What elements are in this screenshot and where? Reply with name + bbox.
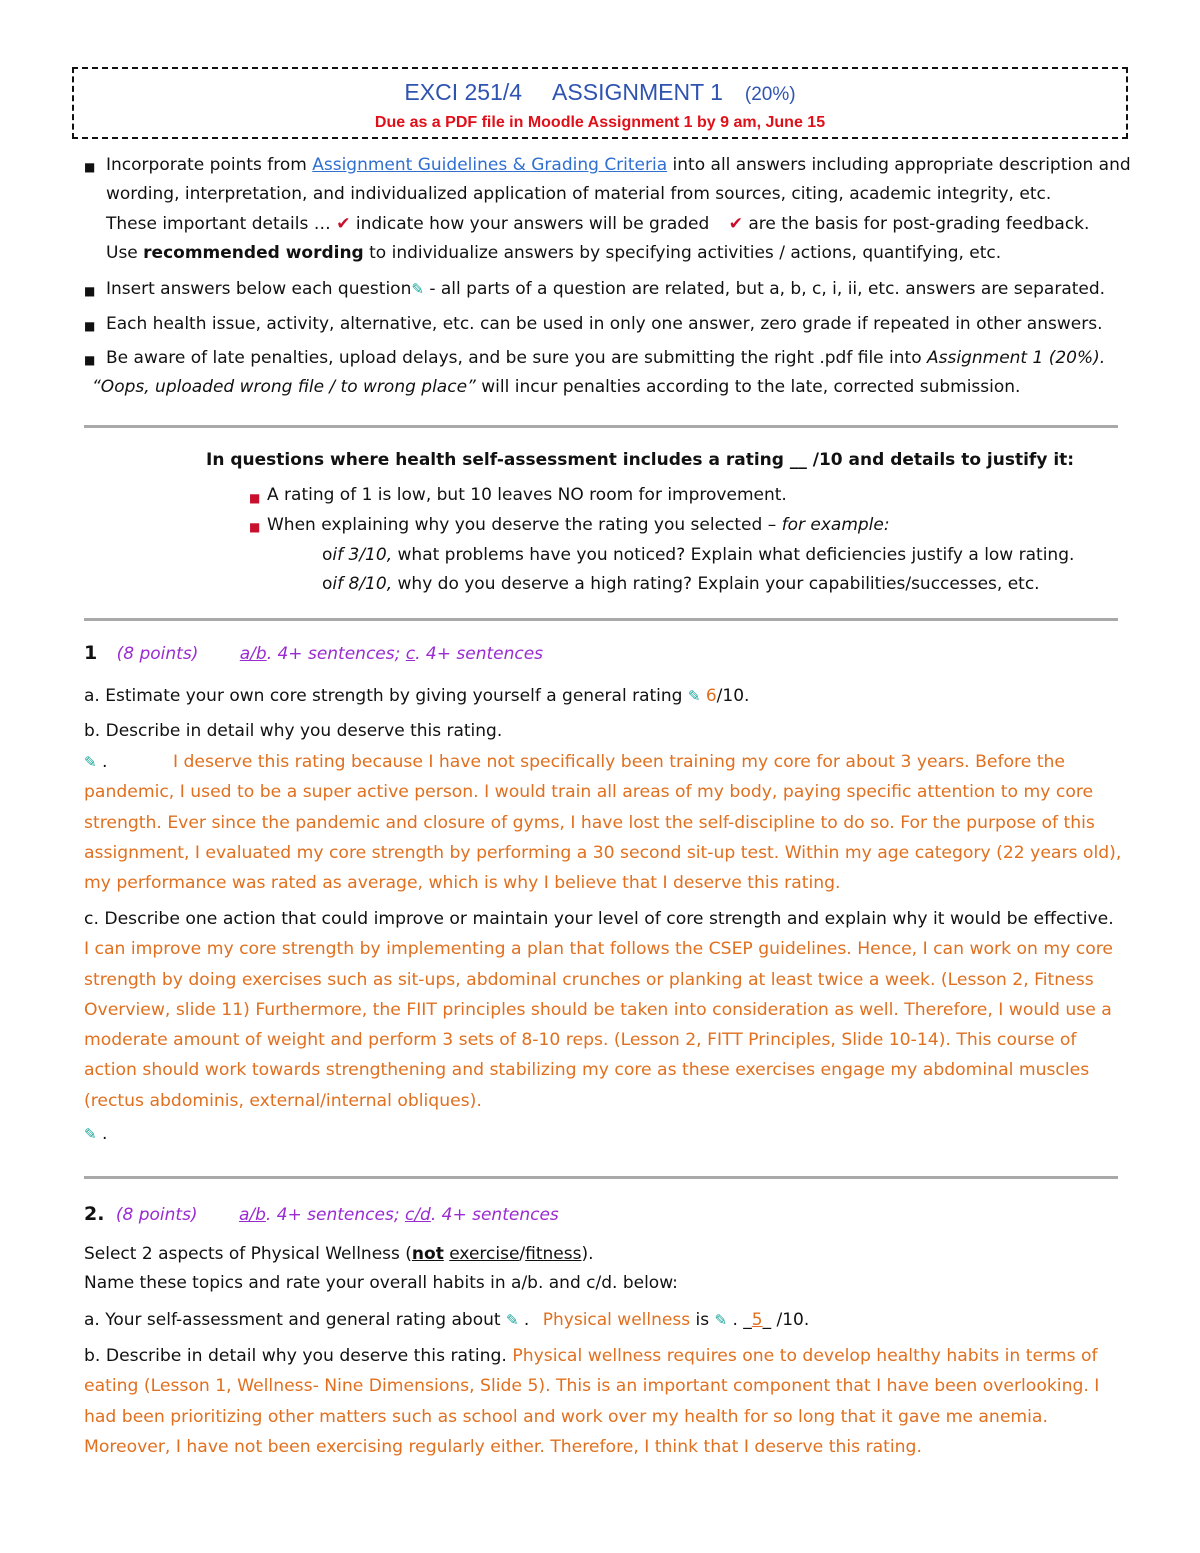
q1-b: b. Describe in detail why you deserve this rating. bbox=[84, 721, 503, 741]
section-divider bbox=[84, 425, 1118, 428]
fitness-word: fitness bbox=[525, 1244, 582, 1264]
part-ab-length: . 4+ sentences; bbox=[266, 644, 406, 664]
instruction-1-line1 bbox=[106, 155, 1131, 175]
instruction-text: These important details … bbox=[106, 214, 331, 234]
rating-suffix: /10. bbox=[716, 686, 750, 706]
bullet-icon: ■ bbox=[84, 284, 96, 298]
bullet-icon: ■ bbox=[84, 160, 96, 174]
q1-b-answer: I deserve this rating because I have not specifically been training my core for about 3 years. Before the pandemic, I used to be a super active person. I would train all areas of my body, paying specific attention to my core strength. Ever since the pandemic and closure of gyms, I have lost the self-discipline to do so. For the purpose of this assignment, I evaluated my core strength by performing a 30 second sit-up test. Within my age category (22 years old), my performance was rated as average, which is why I believe that I deserve this rating. bbox=[84, 752, 1122, 894]
instruction-4-line1 bbox=[106, 348, 1105, 368]
question-number: 1 bbox=[84, 642, 98, 664]
question-points: (8 points) bbox=[116, 644, 199, 664]
question-text: a. Estimate your own core strength by giving yourself a general rating bbox=[84, 686, 683, 706]
course-code: EXCI 251/4 bbox=[404, 79, 523, 105]
question-text: is bbox=[690, 1310, 710, 1330]
instruction-text: are the basis for post-grading feedback. bbox=[748, 214, 1090, 234]
section-divider bbox=[84, 618, 1118, 621]
part-cd: c/d bbox=[404, 1205, 431, 1225]
assignment-name: ASSIGNMENT 1 bbox=[552, 79, 723, 105]
pencil-icon: ✎ bbox=[687, 687, 701, 705]
question-text: b. Describe in detail why you deserve this rating. bbox=[84, 1346, 513, 1366]
instruction-1-line2: wording, interpretation, and individualized application of material from sources, citing, academic integrity, etc. bbox=[106, 184, 1052, 204]
rating-sub-text: why do you deserve a high rating? Explain your capabilities/successes, etc. bbox=[392, 574, 1040, 594]
rating-heading: In questions where health self-assessment includes a rating __ /10 and details to justify it: bbox=[206, 450, 1075, 470]
oops-quote: “Oops, uploaded wrong file / to wrong place” bbox=[92, 377, 476, 397]
assignment-title bbox=[74, 79, 1126, 106]
pencil-icon: ✎ bbox=[84, 1125, 97, 1143]
q1-header bbox=[84, 642, 543, 664]
rating-text: When explaining why you deserve the rating you selected – bbox=[267, 515, 782, 535]
q2-b-answer: Physical wellness requires one to develop healthy habits in terms of eating (Lesson 1, Wellness- Nine Dimensions, Slide 5). This is an important component that I have been overlooking. I had been prioritizing other matters such as school and work over my health for so long that it gave me anemia. Moreover, I have not been exercising regularly either. Therefore, I think that I deserve this rating. bbox=[84, 1346, 1100, 1457]
sub-bullet-icon: o bbox=[322, 574, 333, 594]
rating-prefix: . _ bbox=[727, 1310, 752, 1330]
assignment-weight: (20%) bbox=[744, 84, 796, 105]
answer-marker: . bbox=[101, 1124, 108, 1144]
q2-b-block bbox=[84, 1341, 1124, 1462]
instruction-1-line3 bbox=[106, 214, 1089, 234]
q1-end-marker bbox=[84, 1124, 107, 1144]
bullet-icon: ■ bbox=[84, 319, 96, 333]
not-emphasis: not bbox=[411, 1244, 444, 1264]
exercise-word: exercise bbox=[449, 1244, 520, 1264]
pencil-icon: ✎ bbox=[411, 280, 424, 298]
instruction-4-line2 bbox=[92, 377, 1020, 397]
instruction-text: Use bbox=[106, 243, 144, 263]
part-ab: a/b bbox=[238, 1205, 266, 1225]
part-ab: a/b bbox=[239, 644, 267, 664]
question-text: a. Your self-assessment and general rating about bbox=[84, 1310, 501, 1330]
part-cd-length: . 4+ sentences bbox=[430, 1205, 559, 1225]
rating-sub-text: what problems have you noticed? Explain what deficiencies justify a low rating. bbox=[392, 545, 1075, 565]
pencil-icon: ✎ bbox=[714, 1311, 728, 1329]
rating-sub-label: if 8/10, bbox=[332, 574, 393, 594]
q2-header bbox=[84, 1203, 559, 1225]
instruction-text: Be aware of late penalties, upload delays, and be sure you are submitting the right .pdf file into bbox=[106, 348, 927, 368]
rating-item-2 bbox=[267, 515, 890, 535]
bullet-icon: ■ bbox=[84, 353, 96, 367]
part-ab-length: . 4+ sentences; bbox=[265, 1205, 405, 1225]
checkmark-icon: ✔ bbox=[336, 214, 351, 234]
q1-a bbox=[84, 686, 749, 706]
q2-name-line: Name these topics and rate your overall habits in a/b. and c/d. below: bbox=[84, 1273, 678, 1293]
q2-a bbox=[84, 1310, 809, 1330]
instruction-1-line4 bbox=[106, 243, 1001, 263]
q2-topic: Physical wellness bbox=[542, 1310, 691, 1330]
instruction-text: indicate how your answers will be graded bbox=[355, 214, 710, 234]
part-c: c bbox=[405, 644, 416, 664]
q1-b-answer-block bbox=[84, 747, 1124, 898]
question-text: Select 2 aspects of Physical Wellness ( bbox=[84, 1244, 412, 1264]
q1-rating-value: 6 bbox=[705, 686, 717, 706]
instruction-2 bbox=[106, 279, 1105, 299]
instruction-text: Insert answers below each question bbox=[106, 279, 412, 299]
q2-select-line bbox=[84, 1244, 594, 1264]
instruction-text: will incur penalties according to the late, corrected submission. bbox=[475, 377, 1021, 397]
bullet-icon: ■ bbox=[249, 520, 261, 534]
header-box bbox=[72, 67, 1128, 139]
bullet-icon: ■ bbox=[249, 491, 261, 505]
assignment-ref: Assignment 1 (20%). bbox=[927, 348, 1106, 368]
instruction-text: to individualize answers by specifying activities / actions, quantifying, etc. bbox=[363, 243, 1002, 263]
q1-c-answer: I can improve my core strength by implementing a plan that follows the CSEP guidelines. Hence, I can work on my core strength by doing exercises such as sit-ups, abdominal crunches or planking at least twice a week. (Lesson 2, Fitness Overview, slide 11) Furthermore, the FIIT principles should be taken into consideration as well. Therefore, I would use a moderate amount of weight and perform 3 sets of 8-10 reps. (Lesson 2, FITT Principles, Slide 10-14). This course of action should work towards strengthening and stabilizing my core as these exercises engage my abdominal muscles (rectus abdominis, external/internal obliques). bbox=[84, 939, 1113, 1111]
instruction-text: - all parts of a question are related, but a, b, c, i, ii, etc. answers are separated. bbox=[423, 279, 1106, 299]
q2-rating-value: 5 bbox=[751, 1310, 763, 1330]
q1-c-block bbox=[84, 904, 1124, 1116]
pencil-icon: ✎ bbox=[505, 1311, 519, 1329]
checkmark-icon: ✔ bbox=[728, 214, 743, 234]
question-text: c. Describe one action that could improve or maintain your level of core strength and explain why it would be effective. bbox=[84, 909, 1114, 929]
rating-item-1: A rating of 1 is low, but 10 leaves NO room for improvement. bbox=[267, 485, 787, 505]
instruction-3: Each health issue, activity, alternative, etc. can be used in only one answer, zero grade if repeated in other answers. bbox=[106, 314, 1103, 334]
pencil-icon: ✎ bbox=[84, 753, 97, 771]
guidelines-link[interactable]: Assignment Guidelines & Grading Criteria bbox=[312, 155, 668, 175]
rating-sub-2 bbox=[322, 574, 1040, 594]
question-text: ). bbox=[581, 1244, 594, 1264]
due-notice: Due as a PDF file in Moodle Assignment 1 by 9 am, June 15 bbox=[374, 114, 826, 131]
section-divider bbox=[84, 1176, 1118, 1179]
rating-suffix: _ /10. bbox=[762, 1310, 810, 1330]
part-c-length: . 4+ sentences bbox=[415, 644, 544, 664]
instruction-text: Incorporate points from bbox=[106, 155, 313, 175]
rating-example: for example: bbox=[781, 515, 890, 535]
rating-sub-label: if 3/10, bbox=[332, 545, 393, 565]
answer-marker: . bbox=[102, 752, 108, 772]
instruction-text: into all answers including appropriate description and bbox=[667, 155, 1131, 175]
sub-bullet-icon: o bbox=[322, 545, 333, 565]
question-points: (8 points) bbox=[115, 1205, 198, 1225]
answer-marker: . bbox=[518, 1310, 530, 1330]
rating-sub-1 bbox=[322, 545, 1074, 565]
question-number: 2. bbox=[84, 1203, 105, 1225]
recommended-wording: recommended wording bbox=[143, 243, 364, 263]
question-text: / bbox=[519, 1244, 526, 1264]
